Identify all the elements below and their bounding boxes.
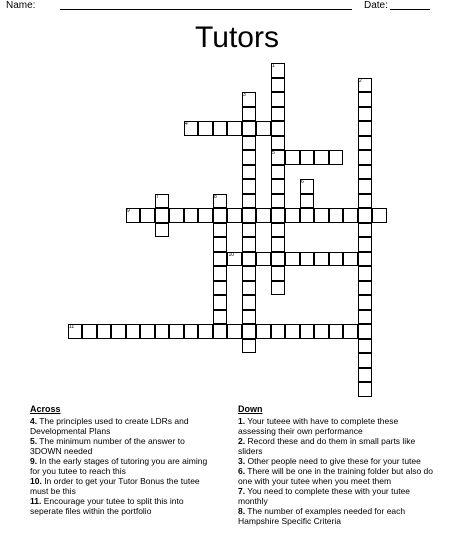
grid-cell[interactable] xyxy=(358,339,373,354)
grid-number-11: 11 xyxy=(69,324,75,330)
grid-cell[interactable] xyxy=(358,136,373,151)
grid-cell[interactable] xyxy=(271,237,286,252)
across-clue-number: 10. xyxy=(30,476,42,486)
grid-cell[interactable] xyxy=(358,107,373,122)
grid-cell[interactable] xyxy=(285,150,300,165)
grid-cell[interactable] xyxy=(358,237,373,252)
grid-cell[interactable] xyxy=(242,237,257,252)
grid-cell[interactable] xyxy=(242,121,257,136)
grid-cell[interactable] xyxy=(358,165,373,180)
grid-cell[interactable] xyxy=(242,324,257,339)
grid-cell[interactable] xyxy=(358,179,373,194)
grid-cell[interactable] xyxy=(213,252,228,267)
grid-cell[interactable] xyxy=(213,223,228,238)
grid-cell[interactable] xyxy=(242,295,257,310)
grid-cell[interactable] xyxy=(358,92,373,107)
grid-number-9: 9 xyxy=(127,208,130,214)
down-clue-number: 3. xyxy=(238,456,246,466)
grid-cell[interactable] xyxy=(372,208,387,223)
grid-cell[interactable] xyxy=(140,208,155,223)
down-heading: Down xyxy=(238,404,263,414)
grid-number-8: 8 xyxy=(214,193,217,200)
grid-number-10: 10 xyxy=(228,251,235,258)
grid-cell[interactable] xyxy=(358,121,373,136)
grid-cell[interactable] xyxy=(227,324,242,339)
grid-cell[interactable] xyxy=(271,252,286,267)
grid-cell[interactable] xyxy=(271,92,286,107)
grid-cell[interactable] xyxy=(169,208,184,223)
grid-cell[interactable] xyxy=(213,281,228,296)
grid-cell[interactable] xyxy=(242,310,257,325)
grid-cell[interactable] xyxy=(184,324,199,339)
grid-cell[interactable] xyxy=(314,208,329,223)
grid-cell[interactable] xyxy=(329,150,344,165)
grid-cell[interactable] xyxy=(140,324,155,339)
grid-cell[interactable] xyxy=(285,252,300,267)
grid-cell[interactable] xyxy=(300,252,315,267)
grid-cell[interactable] xyxy=(271,78,286,93)
grid-cell[interactable] xyxy=(111,324,126,339)
grid-number-6: 6 xyxy=(301,179,304,185)
grid-cell[interactable] xyxy=(271,223,286,238)
grid-cell[interactable] xyxy=(329,324,344,339)
across-clue-text: The minimum number of the answer to 3DOWN needed xyxy=(30,436,185,456)
across-clue-text: The principles used to create LDRs and Developmental Plans xyxy=(30,416,189,436)
across-clue-text: In order to get your Tutor Bonus the tutee must be this xyxy=(30,476,200,496)
down-clue-number: 6. xyxy=(238,466,246,476)
grid-cell[interactable] xyxy=(155,223,170,238)
grid-cell[interactable] xyxy=(184,208,199,223)
across-clue-number: 5. xyxy=(30,436,38,446)
grid-cell[interactable] xyxy=(242,281,257,296)
down-clue-text: Other people need to give these for your tutee xyxy=(245,456,421,466)
grid-cell[interactable] xyxy=(126,324,141,339)
grid-cell[interactable] xyxy=(343,324,358,339)
grid-cell[interactable] xyxy=(213,310,228,325)
across-clue-text: In the early stages of tutoring you are aiming for you tutee to reach this xyxy=(30,456,208,476)
grid-cell[interactable] xyxy=(242,150,257,165)
grid-cell[interactable] xyxy=(242,194,257,209)
across-clue-text: Encourage your tutee to split this into seperate files within the portfolio xyxy=(30,496,184,516)
grid-cell[interactable] xyxy=(227,208,242,223)
grid-cell[interactable] xyxy=(213,121,228,136)
grid-cell[interactable] xyxy=(329,252,344,267)
across-clue-number: 11. xyxy=(30,496,42,506)
grid-cell[interactable] xyxy=(358,208,373,223)
grid-cell[interactable] xyxy=(358,266,373,281)
grid-cell[interactable] xyxy=(343,208,358,223)
across-clue xyxy=(30,416,216,436)
grid-cell[interactable] xyxy=(358,353,373,368)
grid-cell[interactable] xyxy=(198,208,213,223)
grid-cell[interactable] xyxy=(358,223,373,238)
grid-cell[interactable] xyxy=(358,368,373,383)
grid-cell[interactable] xyxy=(300,194,315,209)
grid-cell[interactable] xyxy=(271,208,286,223)
grid-cell[interactable] xyxy=(82,324,97,339)
grid-cell[interactable] xyxy=(271,324,286,339)
across-clue xyxy=(30,496,216,516)
grid-cell[interactable] xyxy=(155,324,170,339)
grid-cell[interactable] xyxy=(271,281,286,296)
down-clue xyxy=(238,416,434,436)
grid-cell[interactable] xyxy=(271,179,286,194)
grid-number-4: 4 xyxy=(185,121,188,127)
grid-cell[interactable] xyxy=(213,208,228,223)
grid-cell[interactable] xyxy=(314,150,329,165)
grid-cell[interactable] xyxy=(198,121,213,136)
grid-cell[interactable] xyxy=(242,179,257,194)
grid-cell[interactable] xyxy=(343,252,358,267)
grid-cell[interactable] xyxy=(271,121,286,136)
across-clue-number: 9. xyxy=(30,456,38,466)
grid-cell[interactable] xyxy=(169,324,184,339)
grid-cell[interactable] xyxy=(155,208,170,223)
grid-cell[interactable] xyxy=(329,208,344,223)
grid-cell[interactable] xyxy=(242,165,257,180)
grid-cell[interactable] xyxy=(242,107,257,122)
grid-cell[interactable] xyxy=(256,324,271,339)
grid-cell[interactable] xyxy=(242,266,257,281)
grid-cell[interactable] xyxy=(358,150,373,165)
grid-cell[interactable] xyxy=(358,382,373,397)
down-clue-number: 8. xyxy=(238,506,246,516)
grid-cell[interactable] xyxy=(300,208,315,223)
grid-cell[interactable] xyxy=(285,208,300,223)
down-clue xyxy=(238,506,434,526)
down-clue xyxy=(238,456,434,466)
grid-cell[interactable] xyxy=(242,208,257,223)
grid-cell[interactable] xyxy=(285,324,300,339)
grid-number-5: 5 xyxy=(272,150,275,156)
down-clue-number: 2. xyxy=(238,436,246,446)
grid-cell[interactable] xyxy=(213,324,228,339)
grid-cell[interactable] xyxy=(213,237,228,252)
date-label: Date: xyxy=(364,0,388,11)
grid-cell[interactable] xyxy=(242,252,257,267)
grid-cell[interactable] xyxy=(256,121,271,136)
across-clue xyxy=(30,456,216,476)
grid-cell[interactable] xyxy=(227,121,242,136)
grid-cell[interactable] xyxy=(213,266,228,281)
page-title: Tutors xyxy=(195,21,279,54)
grid-cell[interactable] xyxy=(300,324,315,339)
grid-number-7: 7 xyxy=(156,193,159,200)
down-clue-text: There will be one in the training folder but also do one with your tutee when you meet them xyxy=(238,466,433,486)
across-clue xyxy=(30,476,216,496)
down-clue-text: Record these and do them in small parts like sliders xyxy=(238,436,416,456)
grid-number-1: 1 xyxy=(272,63,275,69)
grid-cell[interactable] xyxy=(271,194,286,209)
grid-cell[interactable] xyxy=(314,324,329,339)
grid-cell[interactable] xyxy=(358,252,373,267)
grid-cell[interactable] xyxy=(198,324,213,339)
grid-cell[interactable] xyxy=(300,150,315,165)
grid-cell[interactable] xyxy=(242,339,257,354)
down-clue xyxy=(238,486,434,506)
grid-cell[interactable] xyxy=(358,281,373,296)
grid-cell[interactable] xyxy=(242,136,257,151)
down-clue-text: Your tuteee with have to complete these assessing their own performance xyxy=(238,416,399,436)
grid-cell[interactable] xyxy=(358,310,373,325)
grid-number-2: 2 xyxy=(359,77,362,84)
across-clue-number: 4. xyxy=(30,416,38,426)
grid-cell[interactable] xyxy=(97,324,112,339)
grid-cell[interactable] xyxy=(358,194,373,209)
grid-cell[interactable] xyxy=(242,223,257,238)
down-clue-number: 1. xyxy=(238,416,246,426)
grid-cell[interactable] xyxy=(271,107,286,122)
grid-cell[interactable] xyxy=(358,324,373,339)
grid-cell[interactable] xyxy=(271,165,286,180)
grid-cell[interactable] xyxy=(256,208,271,223)
across-clue xyxy=(30,436,216,456)
grid-number-3: 3 xyxy=(243,92,246,98)
down-clue xyxy=(238,436,434,456)
across-heading: Across xyxy=(30,404,61,414)
grid-cell[interactable] xyxy=(256,252,271,267)
grid-cell[interactable] xyxy=(271,136,286,151)
grid-cell[interactable] xyxy=(271,266,286,281)
name-label: Name: xyxy=(6,0,36,11)
grid-cell[interactable] xyxy=(358,295,373,310)
down-clue-number: 7. xyxy=(238,486,246,496)
grid-cell[interactable] xyxy=(213,295,228,310)
grid-cell[interactable] xyxy=(314,252,329,267)
down-clue-text: You need to complete these with your tutee monthly xyxy=(238,486,411,506)
down-clue xyxy=(238,466,434,486)
down-clue-text: The number of examples needed for each Hampshire Specific Criteria xyxy=(238,506,406,526)
